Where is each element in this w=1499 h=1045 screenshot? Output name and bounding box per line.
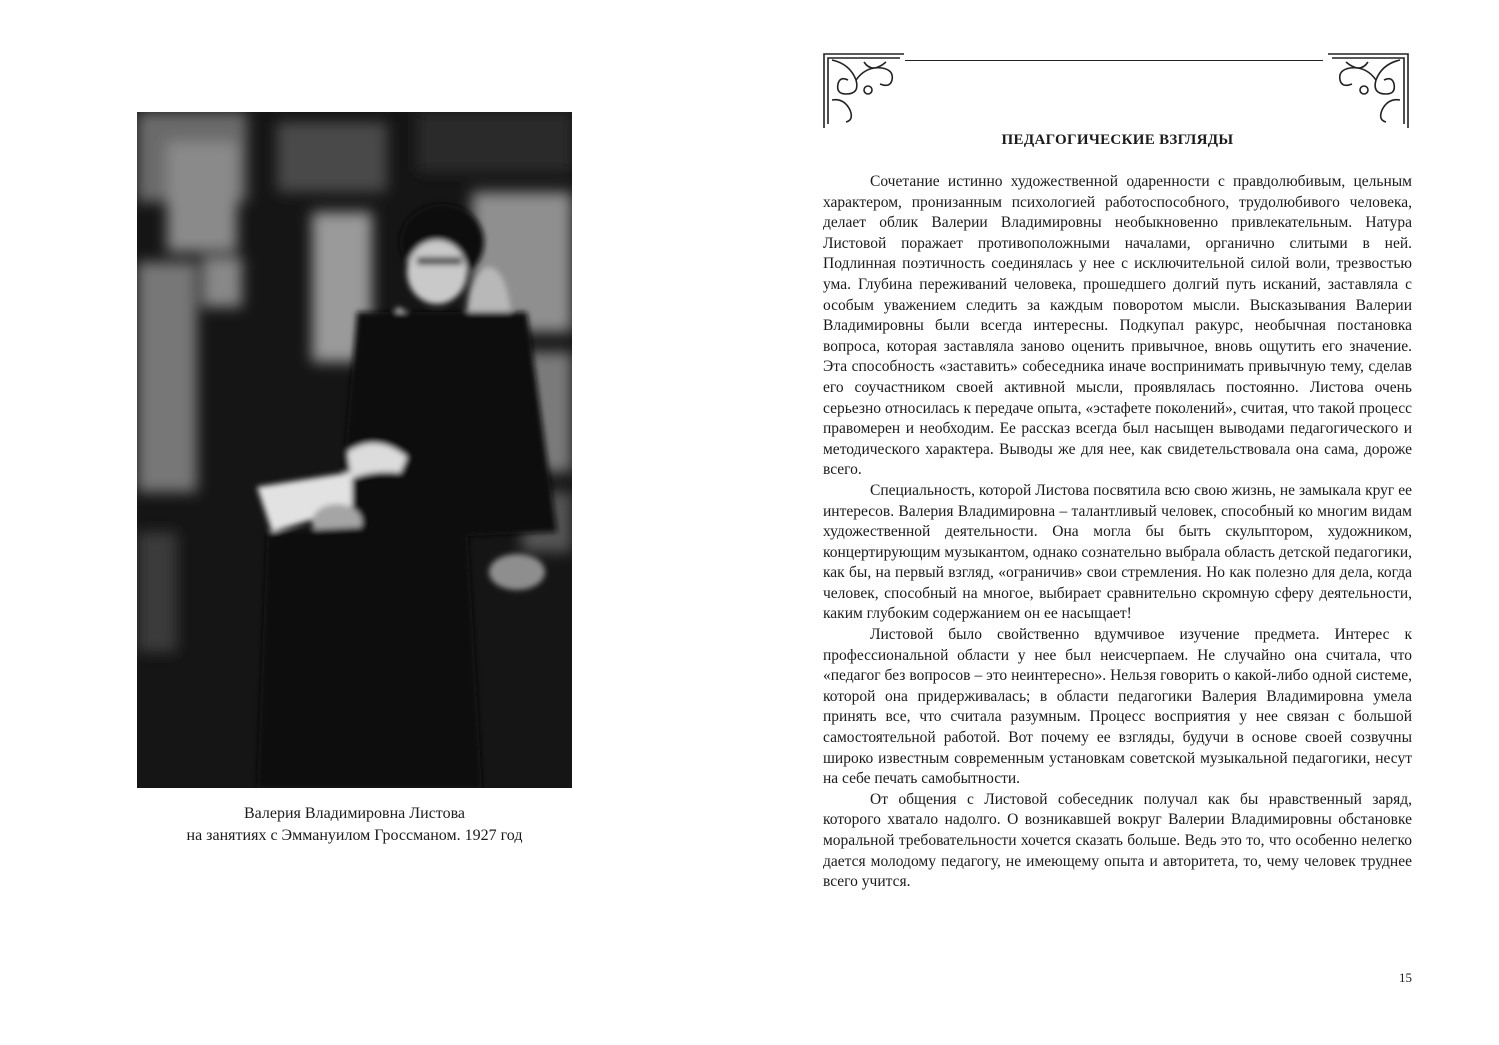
paragraph: Сочетание истинно художественной одаренности с правдолюбивым, цельным характером, пронизанным психологией работоспособного, трудолюбивого человека, делает облик Валерии Владимировны необыкновенно привлекательным. Натура Листовой поражает противоположными началами, органично слитыми в ней. Подлинная поэтичность соединялась у нее с исключительной силой воли, трезвостью ума. Глубина переживаний человека, прошедшего долгий путь исканий, заставляла с особым уважением следить за каждым поворотом мысли. Высказывания Валерии Владимировны были всегда интересны. Подкупал ракурс, необычная постановка вопроса, которая заставляла заново оценить привычное, вновь ощутить его значение. Эта способность «заставить» собеседника иначе воспринимать привычную тему, сделав его соучастником своей активной мысли, проявлялась постоянно. Листова очень серьезно относилась к передаче опыта, «эстафете поколений», считая, что такой процесс правомерен и необходим. Ее рассказ всегда был насыщен выводами педагогического и методического характера. Выводы же для нее, как свидетельствовала она сама, дороже всего.: [823, 173, 1412, 479]
caption-line-2: на занятиях с Эммануилом Гроссманом. 1927 год: [186, 827, 523, 844]
corner-ornament-right-icon: [1324, 50, 1412, 130]
header-rule: [905, 60, 1323, 61]
caption-line-1: Валерия Владимировна Листова: [243, 805, 466, 822]
page-number: 15: [1399, 970, 1412, 985]
archival-photograph: [137, 112, 572, 788]
corner-ornament-left-icon: [820, 50, 908, 130]
article-body: [823, 172, 1412, 893]
paragraph: Специальность, которой Листова посвятила всю свою жизнь, не замыкала круг ее интересов. Валерия Владимировна – талантливый человек, способный ко многим видам художественной деятельности. Она могла бы быть скульптором, художником, концертирующим музыкантом, однако сознательно выбрала область детской педагогики, как бы, на первый взгляд, «ограничив» свои стремления. Но как полезно для дела, когда человек, способный на многое, выбирает сравнительно скромную сферу деятельности, каким глубоким содержанием он ее насыщает!: [823, 481, 1412, 623]
paragraph: От общения с Листовой собеседник получал как бы нравственный заряд, которого хватало надолго. О возникавшей вокруг Валерии Владимировны обстановке моральной требовательности хочется сказать больше. Ведь это то, что особенно нелегко дается молодому педагогу, не имеющему опыта и авторитета, то, чему человек труднее всего учится.: [823, 790, 1412, 891]
paragraph: Листовой было свойственно вдумчивое изучение предмета. Интерес к профессиональной области у нее был неисчерпаем. Не случайно она считала, что «педагог без вопросов – это неинтересно». Нельзя говорить о какой-либо одной системе, которой она придерживалась; в области педагогики Валерия Владимировна умела принять все, что считала разумным. Процесс восприятия у нее связан с большой самостоятельной работой. Вот почему ее взгляды, будучи в основе своей созвучны широко известным современным установкам советской музыкальной педагогики, несут на себе печать самобытности.: [823, 626, 1412, 788]
photo-caption: [137, 803, 572, 847]
chapter-title: ПЕДАГОГИЧЕСКИЕ ВЗГЛЯДЫ: [1001, 132, 1234, 148]
